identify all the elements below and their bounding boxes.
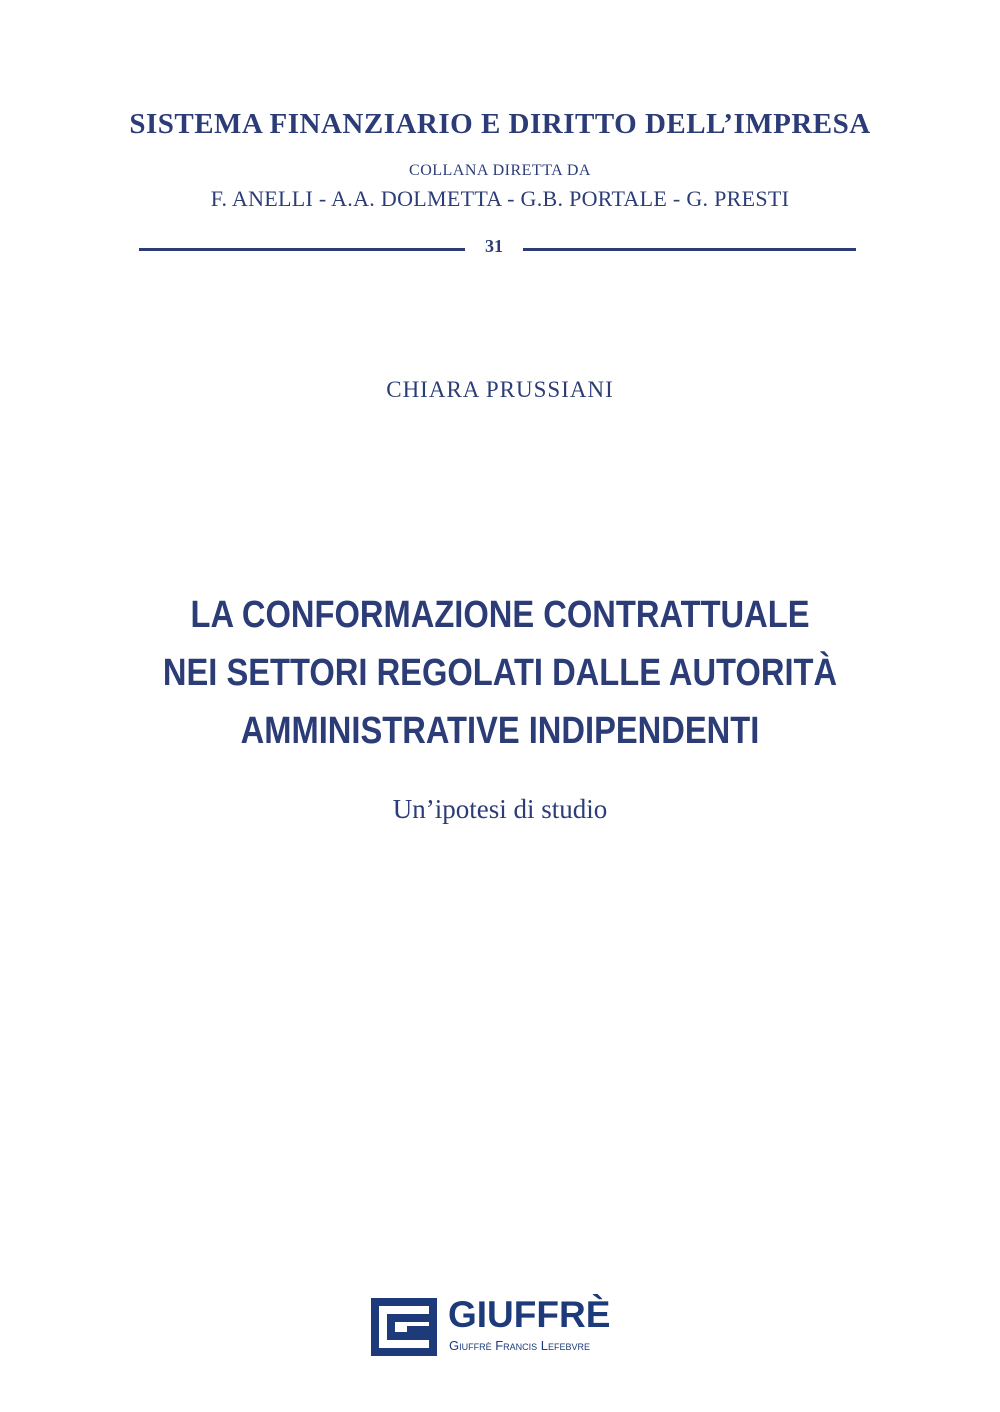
series-title: SISTEMA FINANZIARIO E DIRITTO DELL’IMPRESA <box>129 108 871 140</box>
publisher-name: GIUFFRÈ <box>448 1294 611 1335</box>
collana-label: COLLANA DIRETTA DA <box>409 162 591 179</box>
book-subtitle: Un’ipotesi di studio <box>392 794 608 824</box>
book-title-line: NEI SETTORI REGOLATI DALLE AUTORITÀ <box>162 652 838 694</box>
book-title <box>70 586 930 760</box>
divider-left <box>139 248 465 251</box>
book-title-line: LA CONFORMAZIONE CONTRATTUALE <box>190 594 810 636</box>
publisher-logo-mark-icon <box>371 1298 437 1356</box>
book-title-line: AMMINISTRATIVE INDIPENDENTI <box>240 710 760 752</box>
publisher-logo <box>371 1294 631 1358</box>
publisher-subline: Giuffrè Francis Lefebvre <box>449 1338 591 1353</box>
series-editors: F. ANELLI - A.A. DOLMETTA - G.B. PORTALE - G. PRESTI <box>210 186 790 211</box>
volume-number: 31 <box>485 236 503 256</box>
divider-right <box>523 248 856 251</box>
author-name: CHIARA PRUSSIANI <box>386 377 614 402</box>
